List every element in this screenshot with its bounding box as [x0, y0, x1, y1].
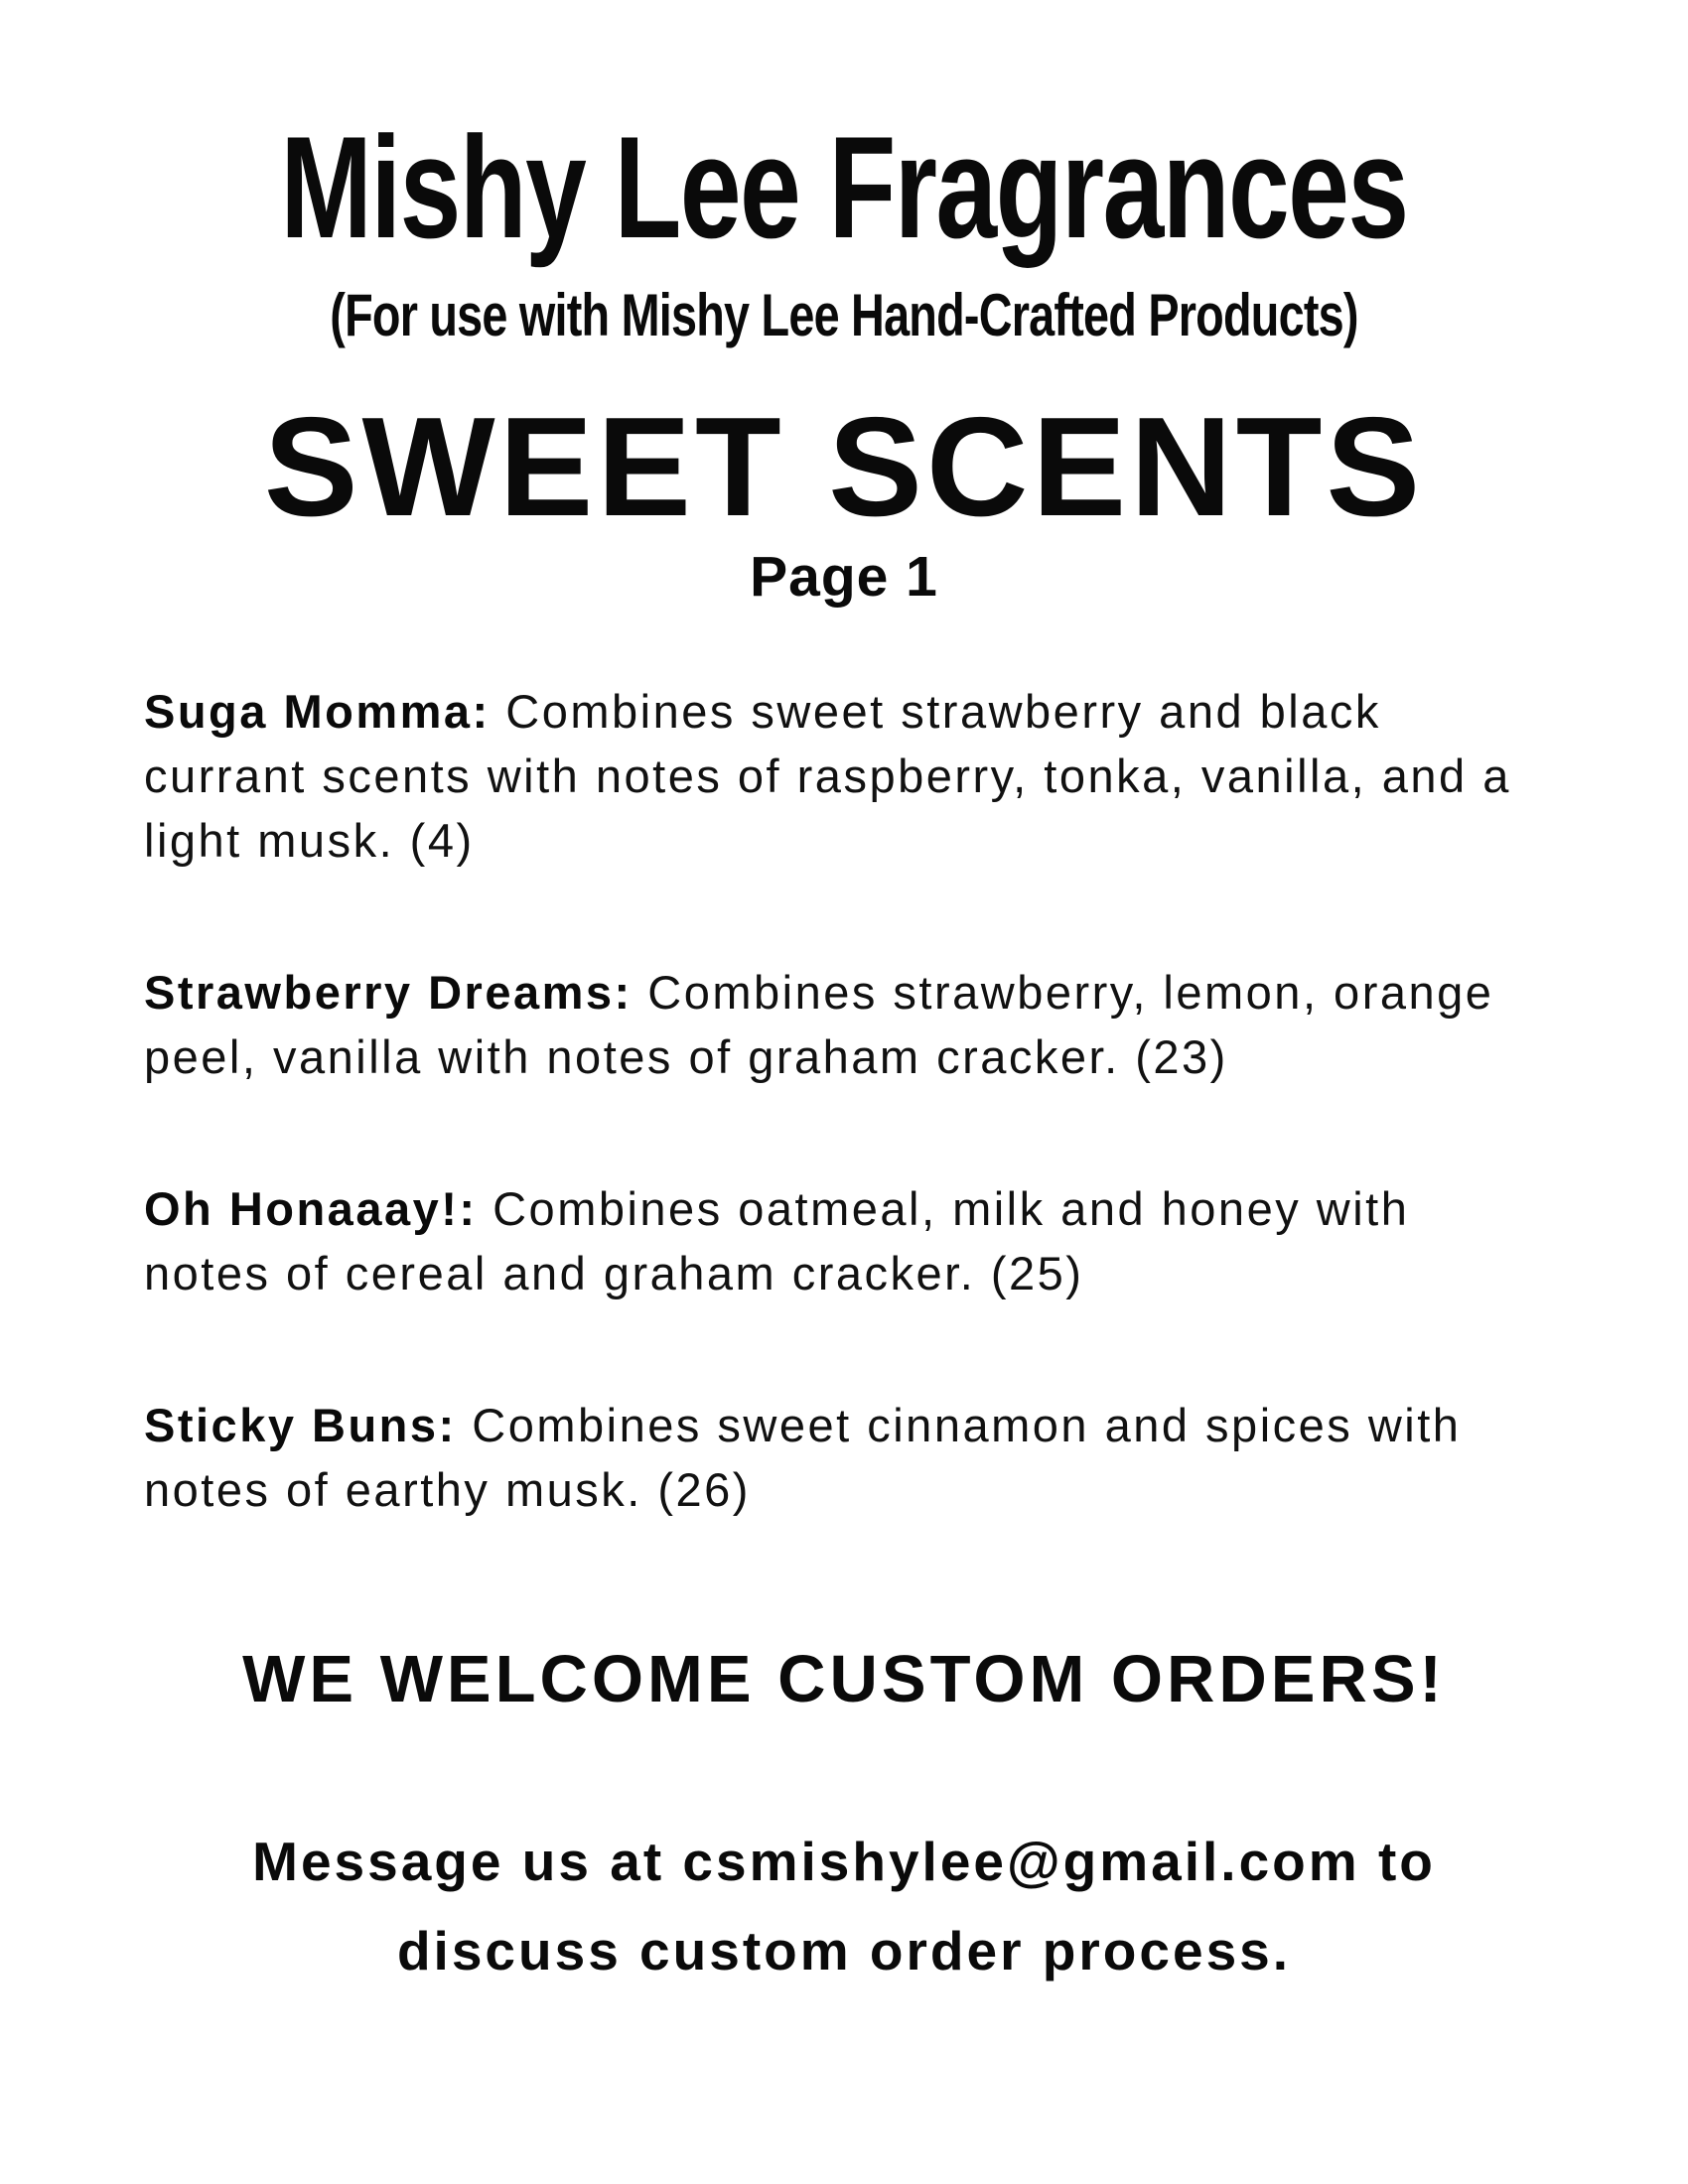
scent-description: Combines strawberry, lemon, orange peel, vanilla with notes of graham cracker. (23) — [144, 965, 1494, 1083]
contact-message — [169, 1817, 1519, 1995]
scent-name: Oh Honaaay!: — [144, 1181, 478, 1235]
scent-item-strawberry-dreams — [144, 960, 1529, 1089]
scent-name: Suga Momma: — [144, 684, 491, 738]
scent-name: Strawberry Dreams: — [144, 965, 633, 1019]
scent-description: Combines sweet cinnamon and spices with notes of earthy musk. (26) — [144, 1398, 1462, 1516]
contact-email: csmishylee@gmail.com — [682, 1830, 1360, 1892]
scent-list — [144, 679, 1529, 1522]
section-header — [0, 387, 1688, 610]
scent-item-sticky-buns — [144, 1393, 1529, 1522]
section-title: SWEET SCENTS — [263, 387, 1425, 546]
contact-message-prefix: Message us at — [252, 1830, 683, 1892]
brand-title: Mishy Lee Fragrances — [280, 106, 1408, 268]
flyer-footer — [0, 1641, 1688, 1995]
brand-header — [0, 106, 1688, 349]
contact-message-suffix: to discuss custom order process. — [396, 1830, 1436, 1981]
scent-name: Sticky Buns: — [144, 1398, 457, 1451]
scent-item-oh-honaaay — [144, 1176, 1529, 1305]
page-number-label: Page 1 — [750, 544, 938, 609]
brand-subtitle: (For use with Mishy Lee Hand-Crafted Products) — [330, 281, 1358, 348]
scent-description: Combines oatmeal, milk and honey with notes of cereal and graham cracker. (25) — [144, 1181, 1410, 1299]
scent-item-suga-momma — [144, 679, 1529, 873]
custom-orders-heading: WE WELCOME CUSTOM ORDERS! — [242, 1641, 1446, 1716]
scent-description: Combines sweet strawberry and black currant scents with notes of raspberry, tonka, vanilla, and a light musk. (4) — [144, 684, 1511, 867]
